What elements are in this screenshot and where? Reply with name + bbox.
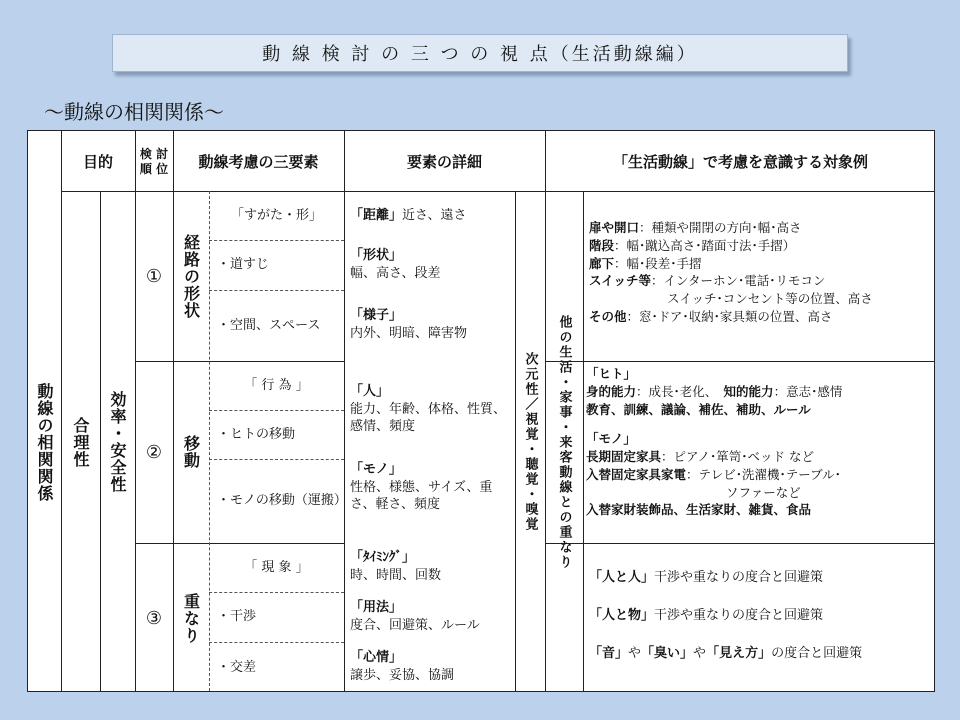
element-action: 「 行 為 」 xyxy=(244,377,309,393)
detail-object: 「モノ」 性格、様態、サイズ、重さ、軽さ、頻度 xyxy=(350,462,493,513)
element-phenomenon: 「 現 象 」 xyxy=(244,559,309,575)
header-order-line2: 順 位 xyxy=(139,162,169,176)
examples-route: 扉や開口：種類や開閉の方向･幅･高さ 階段：幅･蹴込高さ･踏面寸法･手摺） 廊下：幅･段差･手摺 スイッチ等：インターホン･電話･リモコン スイッチ･コンセント等の位置、高さ その他：窓･ドア･収納･家具類の位置、高さ xyxy=(589,220,873,324)
element-object-movement: ・モノの移動（運搬） xyxy=(217,493,347,509)
header-order-line1: 検 討 xyxy=(139,147,169,161)
rationality-label: 合理性 xyxy=(71,416,90,468)
header-details: 要素の詳細 xyxy=(406,152,482,171)
page-title: 動 線 検 討 の 三 つ の 視 点（生活動線編） xyxy=(262,44,698,65)
senses-label: 次元性／視覚・聴覚・嗅覚 xyxy=(522,352,538,532)
detail-state: 「様子」 内外、明暗、障害物 xyxy=(350,308,468,341)
detail-person: 「人」 能力、年齢、体格、性質、感情、頻度 xyxy=(350,384,507,435)
element-human-movement: ・ヒトの移動 xyxy=(217,426,296,442)
category-overlap: 重なり xyxy=(181,592,201,644)
header-order xyxy=(135,139,173,185)
detail-feelings: 「心情」 譲歩、妥協、協調 xyxy=(350,650,455,683)
order-3: ③ xyxy=(145,607,163,629)
examples-overlap-3: 「音」や「臭い」や「見え方」の度合と回避策 xyxy=(589,646,863,661)
header-examples: 「生活動線」で考慮を意識する対象例 xyxy=(612,152,868,171)
header-purpose: 目的 xyxy=(82,152,113,171)
subtitle: ～動線の相関関係～ xyxy=(44,100,224,124)
order-2: ② xyxy=(145,441,163,463)
viewpoint-table xyxy=(27,130,935,692)
examples-overlap-2: 「人と物」干渉や重なりの度合と回避策 xyxy=(589,608,824,623)
detail-timing: 「ﾀｲﾐﾝｸﾞ」 時、時間、回数 xyxy=(350,550,442,583)
examples-movement: 「ヒト」 身的能力：成長･老化、 知的能力：意志･感情 教育、訓練、議論、補佐、補助、ルール 「モノ」 長期固定家具：ピアノ･箪笥･ベッド など 入替固定家具家電：テレビ･洗濯機･テーブル･ ソファーなど 入替家財装飾品、生活家財、雑貨、食品 xyxy=(586,366,843,518)
element-path: ・道すじ xyxy=(217,257,270,273)
order-1: ① xyxy=(145,265,163,287)
examples-overlap-1: 「人と人」干渉や重なりの度合と回避策 xyxy=(589,570,824,585)
title-box xyxy=(112,34,848,72)
element-shape: 「すがた・形」 xyxy=(230,207,322,223)
detail-usage: 「用法」 度合、回避策、ルール xyxy=(350,600,480,633)
detail-form: 「形状」 幅、高さ、段差 xyxy=(350,248,441,281)
category-route-shape: 経路の形状 xyxy=(181,233,201,319)
correlation-label: 動線の相関関係 xyxy=(35,382,54,502)
element-crossing: ・交差 xyxy=(217,659,257,675)
category-movement: 移動 xyxy=(181,435,201,469)
efficiency-label: 効率・安全性 xyxy=(108,391,127,493)
detail-distance: 「距離」近さ、遠さ xyxy=(350,208,467,223)
element-interference: ・干渉 xyxy=(217,609,257,625)
element-space: ・空間、スペース xyxy=(217,317,321,333)
overlap-label: 他の生活・家事・来客動線との重なり xyxy=(556,314,572,570)
header-three-elements: 動線考慮の三要素 xyxy=(198,152,319,171)
